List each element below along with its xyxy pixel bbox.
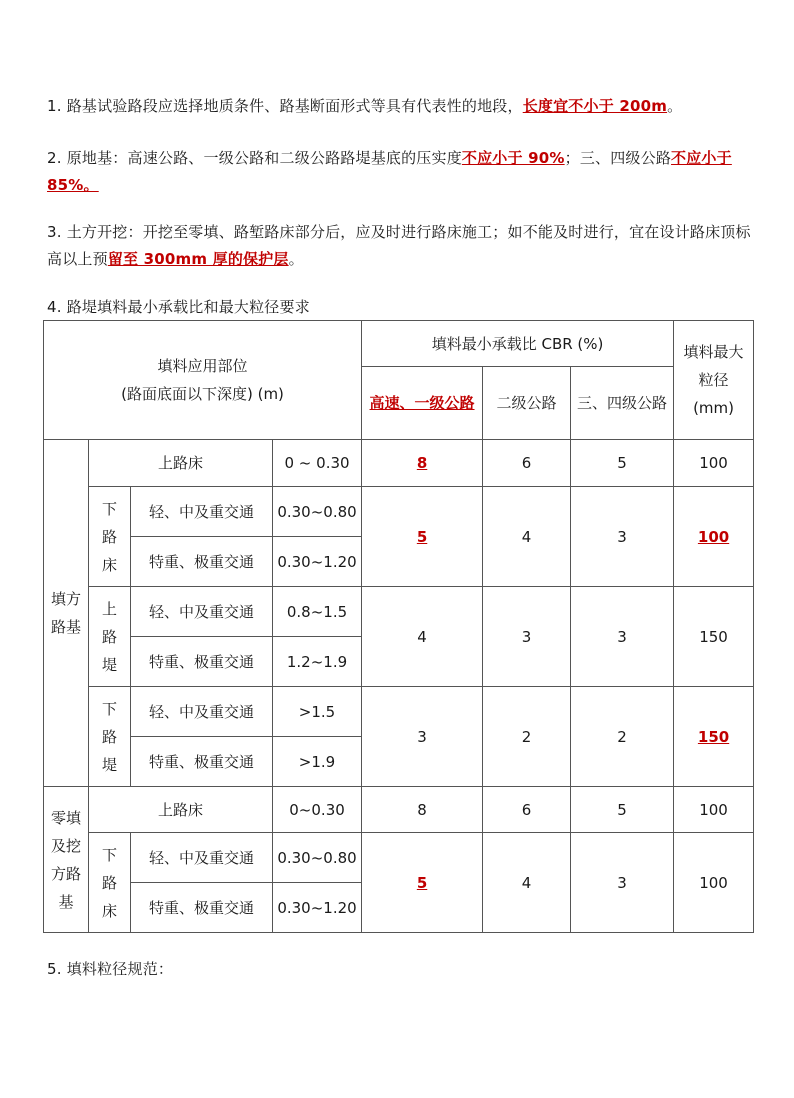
header-cbr: 填料最小承载比 CBR (%) xyxy=(362,321,674,367)
lower-emb-char-2: 路 xyxy=(101,727,117,746)
r2-max-size: 100 xyxy=(674,487,754,587)
lower-emb-char-3: 堤 xyxy=(101,755,117,774)
p4-number: 4. xyxy=(47,298,62,316)
r6-traffic-light: 轻、中及重交通 xyxy=(131,833,273,883)
r4-max-size: 150 xyxy=(674,687,754,787)
header-part-line1: 填料应用部位 xyxy=(157,357,248,375)
r3-cbr-g2: 3 xyxy=(483,587,571,687)
r1-cbr-g1: 8 xyxy=(362,440,483,487)
r4-traffic-heavy: 特重、极重交通 xyxy=(131,737,273,787)
cut-lower-bed-char-3: 床 xyxy=(101,901,117,920)
lower-bed-char-1: 下 xyxy=(101,499,117,518)
cut-lower-bed-char-2: 路 xyxy=(101,873,117,892)
r3-depth-b: 1.2~1.9 xyxy=(273,637,362,687)
fill-label-2: 路基 xyxy=(50,618,81,636)
header-grade-3-4: 三、四级公路 xyxy=(571,367,674,440)
p1-highlight: 长度宜不小于 200m xyxy=(522,97,668,115)
r3-depth-a: 0.8~1.5 xyxy=(273,587,362,637)
r6-depth-a: 0.30~0.80 xyxy=(273,833,362,883)
paragraph-5 xyxy=(47,956,752,983)
p3-end: 。 xyxy=(288,250,304,268)
p2-number: 2. xyxy=(47,149,62,167)
p4-text: 路堤填料最小承载比和最大粒径要求 xyxy=(66,298,310,316)
lower-embankment xyxy=(89,687,131,787)
r3-cbr-g3: 3 xyxy=(571,587,674,687)
cut-label-2: 及挖 xyxy=(50,836,81,855)
header-part-line2: (路面底面以下深度) (m) xyxy=(121,385,284,403)
cut-upper-road-bed: 上路床 xyxy=(89,787,273,833)
header-application-part xyxy=(44,321,362,440)
p2-highlight-2: 不应小于 85%。 xyxy=(47,149,732,194)
r4-depth-b: >1.9 xyxy=(273,737,362,787)
header-size-line2: 粒径 xyxy=(698,371,729,389)
r3-cbr-g1: 4 xyxy=(362,587,483,687)
cut-lower-bed-char-1: 下 xyxy=(101,845,117,864)
r5-cbr-g3: 5 xyxy=(571,787,674,833)
r5-cbr-g1: 8 xyxy=(362,787,483,833)
r4-cbr-g3: 2 xyxy=(571,687,674,787)
upper-road-bed: 上路床 xyxy=(89,440,273,487)
r4-cbr-g1: 3 xyxy=(362,687,483,787)
lower-emb-char-1: 下 xyxy=(101,699,117,718)
r5-max-size: 100 xyxy=(674,787,754,833)
r2-cbr-g2: 4 xyxy=(483,487,571,587)
fill-material-table xyxy=(43,320,754,933)
lower-bed-char-3: 床 xyxy=(101,555,117,574)
r2-traffic-light: 轻、中及重交通 xyxy=(131,487,273,537)
cut-label-4: 基 xyxy=(58,892,74,911)
r6-depth-b: 0.30~1.20 xyxy=(273,883,362,933)
group-fill-embankment xyxy=(44,440,89,787)
r2-cbr-g1: 5 xyxy=(362,487,483,587)
p5-number: 5. xyxy=(47,960,62,978)
header-size-line3: (mm) xyxy=(693,399,735,417)
upper-emb-char-1: 上 xyxy=(101,599,117,618)
p2-text-2: ；三、四级公路 xyxy=(564,149,672,167)
p1-text: 路基试验路段应选择地质条件、路基断面形式等具有代表性的地段， xyxy=(66,97,523,115)
r4-depth-a: >1.5 xyxy=(273,687,362,737)
r6-cbr-g1: 5 xyxy=(362,833,483,933)
r2-depth-a: 0.30~0.80 xyxy=(273,487,362,537)
p3-number: 3. xyxy=(47,223,62,241)
r6-traffic-heavy: 特重、极重交通 xyxy=(131,883,273,933)
r5-depth: 0~0.30 xyxy=(273,787,362,833)
header-grade-highway: 高速、一级公路 xyxy=(362,367,483,440)
header-size-line1: 填料最大 xyxy=(683,343,744,361)
r6-cbr-g3: 3 xyxy=(571,833,674,933)
r2-traffic-heavy: 特重、极重交通 xyxy=(131,537,273,587)
paragraph-3 xyxy=(47,219,752,273)
cut-label-3: 方路 xyxy=(50,864,81,883)
lower-bed-char-2: 路 xyxy=(101,527,117,546)
p2-highlight-1: 不应小于 90% xyxy=(461,149,565,167)
header-grade-2: 二级公路 xyxy=(483,367,571,440)
p3-text: 土方开挖：开挖至零填、路堑路床部分后，应及时进行路床施工；如不能及时进行，宜在设计路床顶标高以上预 xyxy=(47,223,751,268)
r3-max-size: 150 xyxy=(674,587,754,687)
upper-emb-char-2: 路 xyxy=(101,627,117,646)
paragraph-4 xyxy=(47,294,752,321)
upper-embankment xyxy=(89,587,131,687)
header-max-size xyxy=(674,321,754,440)
r2-depth-b: 0.30~1.20 xyxy=(273,537,362,587)
p2-text-1: 原地基：高速公路、一级公路和二级公路路堤基底的压实度 xyxy=(66,149,462,167)
r2-cbr-g3: 3 xyxy=(571,487,674,587)
cut-label-1: 零填 xyxy=(50,808,81,827)
r6-max-size: 100 xyxy=(674,833,754,933)
r3-traffic-light: 轻、中及重交通 xyxy=(131,587,273,637)
r4-traffic-light: 轻、中及重交通 xyxy=(131,687,273,737)
p1-end: 。 xyxy=(667,97,683,115)
p5-text: 填料粒径规范： xyxy=(66,960,174,978)
r4-cbr-g2: 2 xyxy=(483,687,571,787)
r1-cbr-g3: 5 xyxy=(571,440,674,487)
paragraph-1 xyxy=(47,93,752,120)
r3-traffic-heavy: 特重、极重交通 xyxy=(131,637,273,687)
r6-cbr-g2: 4 xyxy=(483,833,571,933)
r5-cbr-g2: 6 xyxy=(483,787,571,833)
lower-road-bed xyxy=(89,487,131,587)
p1-number: 1. xyxy=(47,97,62,115)
r1-cbr-g2: 6 xyxy=(483,440,571,487)
paragraph-2 xyxy=(47,145,752,199)
r1-depth: 0 ~ 0.30 xyxy=(273,440,362,487)
upper-emb-char-3: 堤 xyxy=(101,655,117,674)
p3-highlight: 留至 300mm 厚的保护层 xyxy=(107,250,289,268)
group-zero-fill-cut xyxy=(44,787,89,933)
r1-max-size: 100 xyxy=(674,440,754,487)
cut-lower-road-bed xyxy=(89,833,131,933)
fill-label-1: 填方 xyxy=(50,590,81,608)
